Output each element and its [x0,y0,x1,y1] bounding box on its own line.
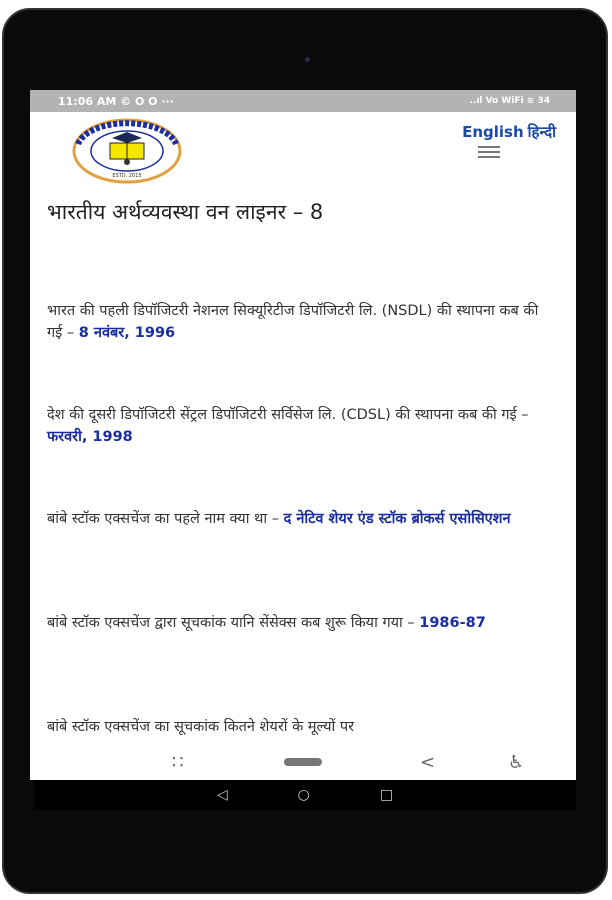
list-item [47,716,554,738]
status-bar [30,90,576,112]
nav-recent-icon[interactable]: □ [379,787,394,803]
android-nav-bar [34,780,576,810]
list-item [47,300,554,344]
answer-text: 1986-87 [419,615,486,631]
hamburger-menu-icon[interactable] [478,146,500,161]
lang-english-link[interactable]: English [462,123,524,141]
apps-icon[interactable]: ∷ [172,751,184,773]
question-text: बांबे स्टॉक एक्सचेंज द्वारा सूचकांक यानि सेंसेक्स कब शुरू किया गया – [47,615,415,631]
question-text: बांबे स्टॉक एक्सचेंज का पहले नाम क्या था – [47,511,279,527]
screen [30,90,576,780]
lang-hindi-link[interactable]: हिन्दी [527,123,556,141]
question-text: भारत की पहली डिपॉजिटरी नेशनल सिक्यूरिटीज डिपॉजिटरी लि. (NSDL) की स्थापना कब की गई – [47,303,539,341]
answer-text: 8 नवंबर, 1996 [78,325,176,341]
answer-text: द नेटिव शेयर एंड स्टॉक ब्रोकर्स एसोसिएशन [283,511,511,527]
logo-est: ESTD. 2015 [112,173,142,179]
answer-text: फरवरी, 1998 [47,429,133,445]
nav-back-icon[interactable]: ◁ [216,787,228,803]
status-icons: © O O ··· [120,94,174,108]
back-icon[interactable]: < [420,751,436,773]
page-title: भारतीय अर्थव्यवस्था वन लाइनर – 8 [47,200,324,224]
nav-home-icon[interactable]: ○ [297,787,310,803]
header [30,112,576,192]
question-text: बांबे स्टॉक एक्सचेंज का सूचकांक कितने शेयरों के मूल्यों पर [47,719,355,735]
status-right-icons: ..ıl Vo WiFi ≋ 34 [469,96,550,106]
list-item [47,404,554,448]
accessibility-icon[interactable]: ♿ [508,751,525,773]
app-nav-bar [30,744,576,780]
list-item [47,612,554,634]
list-item [47,508,554,530]
language-switcher [458,122,556,142]
status-time: 11:06 AM [58,94,117,108]
home-pill[interactable] [284,758,322,766]
logo[interactable] [72,118,182,184]
camera [305,57,310,62]
question-text: देश की दूसरी डिपॉजिटरी सेंट्रल डिपॉजिटरी सर्विसेज लि. (CDSL) की स्थापना कब की गई – [47,407,529,423]
